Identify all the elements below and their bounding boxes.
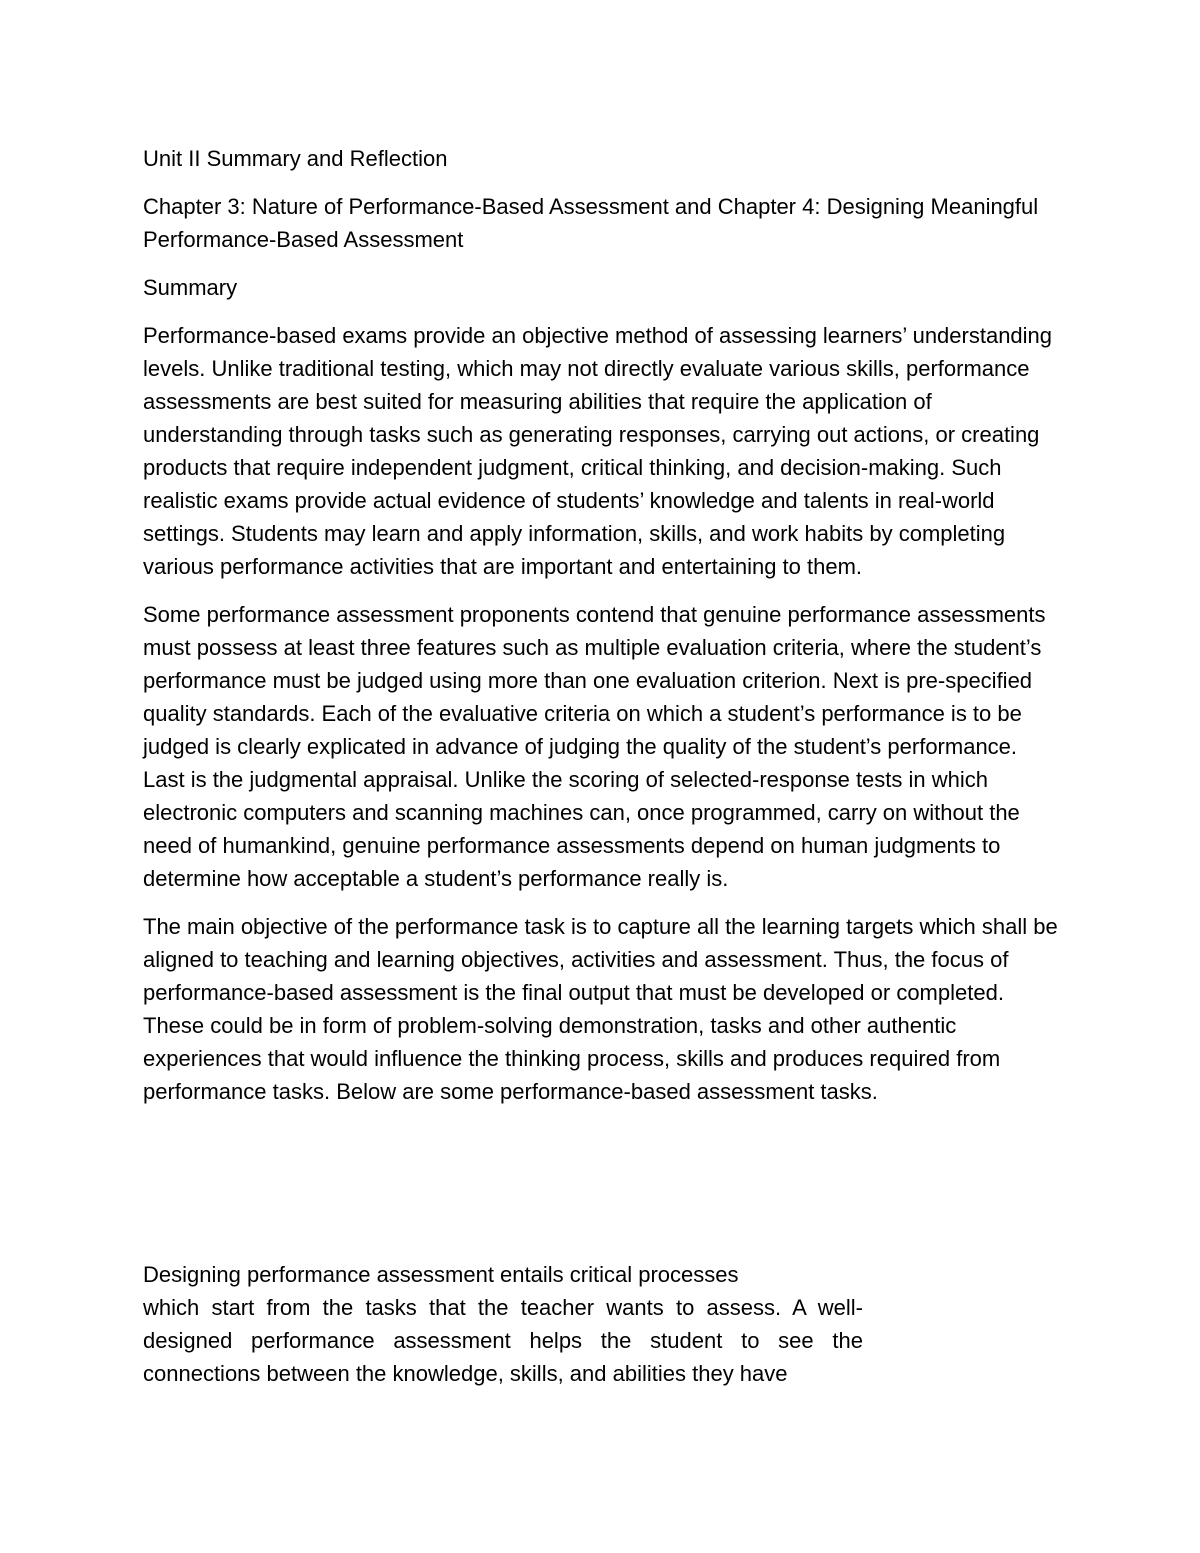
summary-label: Summary [143,275,238,300]
document-body [143,142,1063,1108]
paragraph-performance-exams: Performance-based exams provide an objective method of assessing learners’ understanding levels. Unlike traditional testing, which may not directly evaluate various skills, performance assessments are best suited for measuring abilities that require the application of understanding through tasks such as generating responses, carrying out actions, or creating products that require independent judgment, critical thinking, and decision-making. Such realistic exams provide actual evidence of students’ knowledge and talents in real-world settings. Students may learn and apply information, skills, and work habits by completing various performance activities that are important and entertaining to them. [143,323,1053,579]
paragraph-three-features: Some performance assessment proponents contend that genuine performance assessments must possess at least three features such as multiple evaluation criteria, where the student’s performance must be judged using more than one evaluation criterion. Next is pre-specified quality standards. Each of the evaluative criteria on which a student’s performance is to be judged is clearly explicated in advance of judging the quality of the student’s performance. Last is the judgmental appraisal. Unlike the scoring of selected-response tests in which electronic computers and scanning machines can, once programmed, carry on without the need of humankind, genuine performance assessments depend on human judgments to determine how acceptable a student’s performance really is. [143,602,1046,891]
chapter-heading: Chapter 3: Nature of Performance-Based Assessment and Chapter 4: Designing Meaningful Performance-Based Assessment [143,194,1039,252]
document-title: Unit II Summary and Reflection [143,146,448,171]
design-paragraph-text: which start from the tasks that the teacher wants to assess. A well-designed performance assessment helps the student to see the connections between the knowledge, skills, and abilities they have [143,1295,863,1386]
paragraph-main-objective: The main objective of the performance task is to capture all the learning targets which shall be aligned to teaching and learning objectives, activities and assessment. Thus, the focus of performance-based assessment is the final output that must be developed or completed. These could be in form of problem-solving demonstration, tasks and other authentic experiences that would influence the thinking process, skills and produces required from performance tasks. Below are some performance-based assessment tasks. [143,914,1058,1104]
design-paragraph [143,1258,863,1390]
design-paragraph-first-line: Designing performance assessment entails critical processes [143,1262,739,1287]
